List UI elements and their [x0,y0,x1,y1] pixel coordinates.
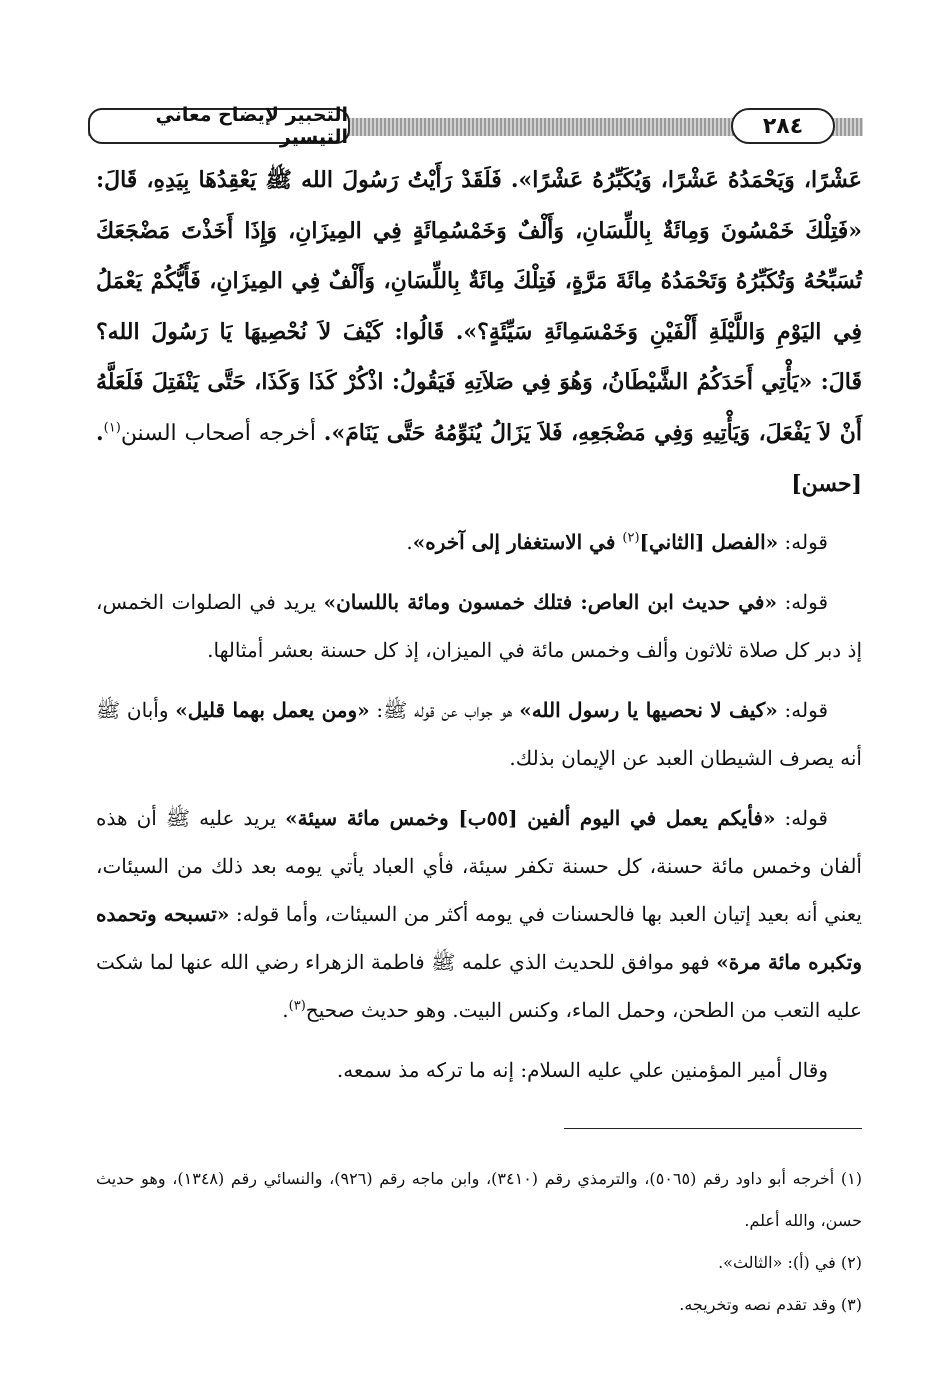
p4-prefix: قوله: [775,805,828,830]
commentary-paragraph-1 [96,518,862,566]
commentary-paragraph-3 [96,686,862,782]
hadith-block [96,155,862,510]
footnote-1: (١) أخرجه أبو داود رقم (٥٠٦٥)، والترمذي رقم (٣٤١٠)، وابن ماجه رقم (٩٢٦)، والنسائي رقم (١٣٤٨)، وهو حديث حسن، والله أعلم. [96,1169,863,1230]
p4-quote: «فأيكم يعمل في اليوم ألفين [٥٥ب] وخمس مائة سيئة» [285,805,776,830]
p3-quote-2: «ومن يعمل بهما قليل» [175,697,370,722]
p4-text-2: فهو موافق للحديث الذي علمه ﷺ فاطمة الزهراء رضي الله عنها لما شكت عليه التعب من الطحن، وحمل الماء، وكنس البيت. وهو حديث صحيح [96,949,862,1022]
p4-text-1: يريد عليه ﷺ أن هذه ألفان وخمس مائة حسنة، كل حسنة تكفر سيئة، فأي العباد يأتي يومه بعد ذلك من السيئات، يعني أنه بعيد إتيان العبد بها فالحسنات في يومه أكثر من السيئات، وأما قوله: [96,805,862,926]
p1-quote-continued: في الاستغفار إلى آخره» [412,529,623,554]
hadith-paragraph [96,155,862,510]
page-number [731,108,835,144]
commentary-block [96,518,862,1094]
commentary-paragraph-4 [96,794,862,1034]
p1-prefix: قوله: [778,529,828,554]
p3-mid: هو جواب عن قوله ﷺ: [369,697,520,722]
p2-prefix: قوله: [777,589,829,614]
p4-end: . [282,997,289,1022]
p3-quote: «كيف لا نحصيها يا رسول الله» [519,697,778,722]
footnote-ref-2: (٢) [622,529,640,545]
p4-quote-2: «تسبحه وتحمده وتكبره مائة مرة» [96,901,862,974]
page-header [88,106,863,150]
p2-text: يريد في الصلوات الخمس، إذ دبر كل صلاة ثلاثون وألف وخمس مائة في الميزان، إذ كل حسنة بعشر أمثالها. [96,589,862,662]
running-title [88,104,350,148]
p2-quote: «في حديث ابن العاص: فتلك خمسون ومائة باللسان» [323,589,777,614]
footnote-3: (٣) وقد تقدم نصه وتخريجه. [679,1295,862,1314]
footnote-2: (٢) في (أ): «الثالث». [718,1253,862,1272]
hadith-grade: . [حسن] [96,419,862,497]
p3-text: وأبان ﷺ أنه يصرف الشيطان العبد عن الإيمان بذلك. [96,697,862,770]
footnote-ref-1: (١) [103,420,121,436]
page-number-text: ٢٨٤ [762,113,804,139]
main-text [96,155,862,1106]
hadith-source: أخرجه أصحاب السنن [120,420,324,446]
commentary-paragraph-2 [96,578,862,674]
hadith-text: عَشْرًا، وَيَحْمَدُهُ عَشْرًا، وَيُكَبِّرُهُ عَشْرًا». فَلَقَدْ رَأَيْتُ رَسُولَ الله ﷺ يَعْقِدُهَا بِيَدِهِ، قَالَ: «فَتِلْكَ خَمْسُونَ وَمِائَةٌ بِاللِّسَانِ، وَأَلْفٌ وَخَمْسُمِائَةٍ فِي المِيزَانِ، وَإِذَا أَخَذْتَ مَضْجَعَكَ تُسَبِّحُهُ وَتُكَبِّرُهُ وَتَحْمَدُهُ مِائَةَ مَرَّةٍ، فَتِلْكَ مِائَةٌ بِاللِّسَانِ، وَأَلْفٌ فِي المِيزَانِ، فَأَيُّكُمْ يَعْمَلُ فِي اليَوْمِ وَاللَّيْلَةِ أَلْفَيْنِ وَخَمْسَمِائَةِ سَيِّئَةٍ؟». قَالُوا: كَيْفَ لاَ نُحْصِيهَا يَا رَسُولَ الله؟ قَالَ: «يَأْتِي أَحَدَكُمُ الشَّيْطَانُ، وَهُوَ فِي صَلاَتِهِ فَيَقُولُ: اذْكُرْ كَذَا وَكَذَا، حَتَّى يَنْفَتِلَ فَلَعَلَّهُ أَنْ لاَ يَفْعَلَ، وَيَأْتِيهِ وَفِي مَضْجَعِهِ، فَلاَ يَزَالُ يُنَوِّمُهُ حَتَّى يَنَامَ». [96,167,862,446]
p3-prefix: قوله: [777,697,829,722]
p1-suffix: . [406,529,413,554]
commentary-paragraph-5 [96,1046,862,1094]
p5-text: وقال أمير المؤمنين علي عليه السلام: إنه ما تركه مذ سمعه. [336,1057,828,1082]
p1-quote: «الفصل [الثاني] [639,529,779,554]
footnote-separator [564,1128,862,1129]
footnotes [96,1158,862,1326]
footnote-ref-3: (٣) [288,997,306,1013]
running-title-text: التحبير لإيضاح معاني التيسير [155,104,348,148]
